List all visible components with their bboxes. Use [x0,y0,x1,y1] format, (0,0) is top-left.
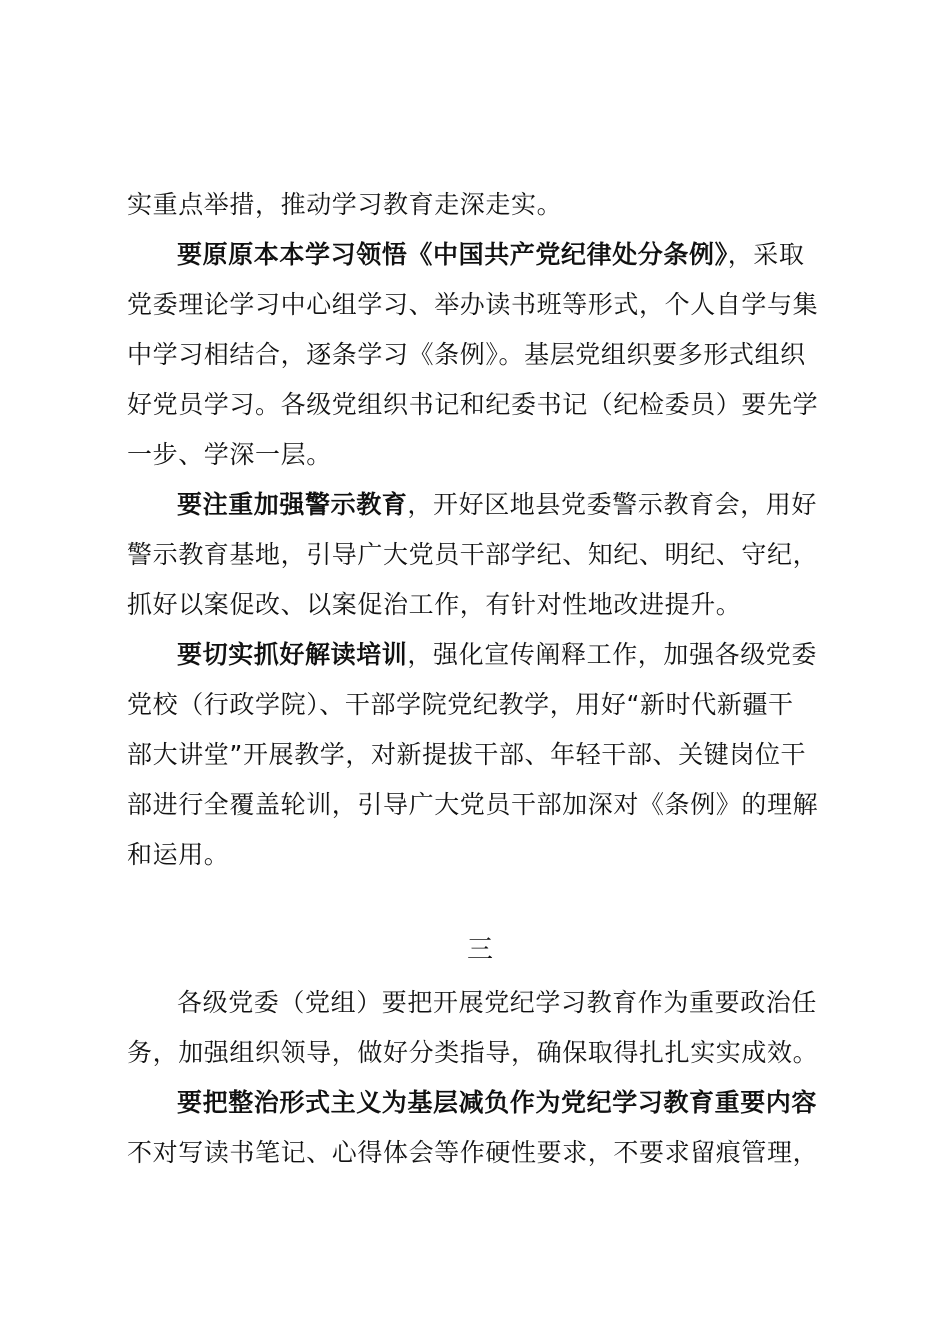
paragraph-continuation-line: 实重点举措，推动学习教育走深走实。 [127,190,563,219]
paragraph-line: 部进行全覆盖轮训，引导广大党员干部加深对《条例》的理解 [127,790,819,819]
lead-tail-text: ，开好区地县党委警示教育会，用好 [407,490,818,519]
bold-lead-phrase: 要切实抓好解读培训 [177,640,408,669]
document-body [127,180,833,1178]
paragraph-first-line [127,630,833,680]
paragraph-first-line [127,480,833,530]
bold-lead-phrase: 要把整治形式主义为基层减负作为党纪学习教育重要内容 [177,1088,818,1117]
paragraph-line: 中学习相结合，逐条学习《条例》。基层党组织要多形式组织 [127,340,806,369]
paragraph-line: 好党员学习。各级党组织书记和纪委书记（纪检委员）要先学 [127,390,819,419]
section-spacer [127,880,833,922]
paragraph-line: 务，加强组织领导，做好分类指导，确保取得扎扎实实成效。 [127,1038,819,1067]
paragraph-first-line: 各级党委（党组）要把开展党纪学习教育作为重要政治任 [177,988,818,1017]
bold-lead-phrase: 要原原本本学习领悟《中国共产党纪律处分条例》 [177,240,728,269]
paragraph-line: 和运用。 [127,840,230,869]
paragraph-line: 抓好以案促改、以案促治工作，有针对性地改进提升。 [127,590,742,619]
paragraph-line: 党委理论学习中心组学习、举办读书班等形式，个人自学与集 [127,290,819,319]
paragraph-line: 部大讲堂”开展教学，对新提拔干部、年轻干部、关键岗位干 [127,740,807,769]
paragraph-line: 党校（行政学院）、干部学院党纪教学，用好“新时代新疆干 [127,690,794,719]
lead-tail-text: ，采取 [727,240,805,269]
lead-tail-text: ，强化宣传阐释工作，加强各级党委 [407,640,818,669]
paragraph-first-line [127,230,833,280]
bold-lead-phrase: 要注重加强警示教育 [177,490,408,519]
paragraph-line: 一步、学深一层。 [127,440,332,469]
paragraph-line: 不对写读书笔记、心得体会等作硬性要求，不要求留痕管理， [127,1138,819,1167]
paragraph-line: 警示教育基地，引导广大党员干部学纪、知纪、明纪、守纪， [127,540,819,569]
section-heading: 三 [466,935,493,965]
